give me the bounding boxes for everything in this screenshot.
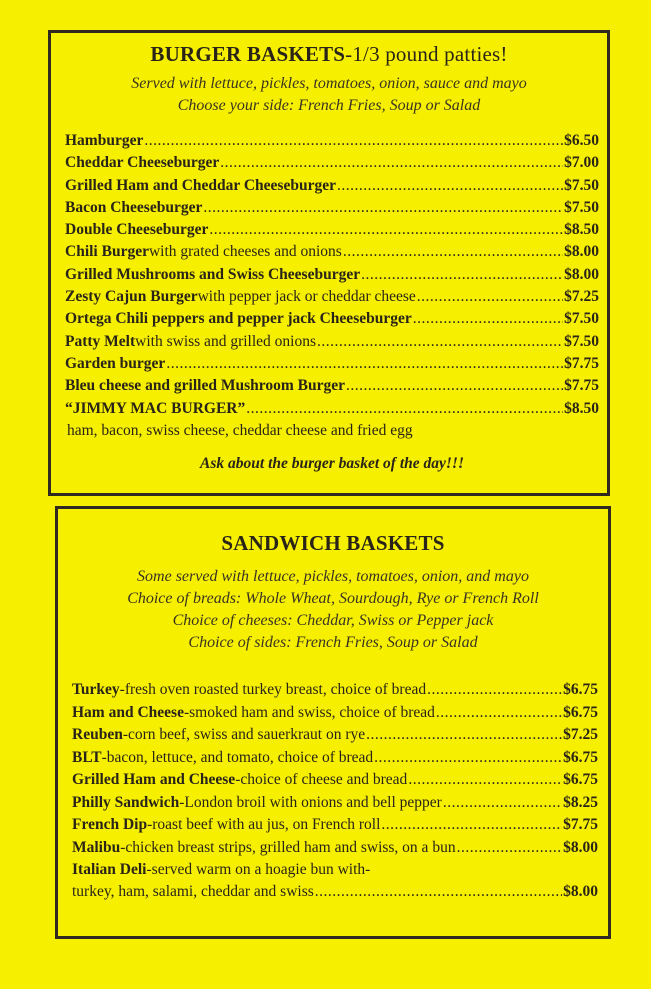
dot-leader <box>315 883 562 901</box>
sandwich-intro-line: Choice of breads: Whole Wheat, Sourdough, Rye or French Roll <box>127 590 539 607</box>
menu-item <box>72 839 598 862</box>
menu-item-name: Cheddar Cheeseburger <box>65 154 220 172</box>
menu-item-name: Patty Melt <box>65 332 136 350</box>
menu-item-name: French Dip <box>72 816 148 833</box>
dot-leader <box>381 816 562 834</box>
menu-item-price: $7.75 <box>564 354 599 372</box>
menu-item <box>65 310 599 332</box>
dot-leader <box>361 266 563 284</box>
burger-intro-line: Choose your side: French Fries, Soup or Salad <box>177 97 481 114</box>
dot-leader <box>427 681 562 699</box>
menu-item-price: $7.50 <box>564 332 599 350</box>
menu-item-name: Malibu <box>72 838 121 856</box>
menu-item-name: Reuben <box>72 726 123 743</box>
burger-menu-list <box>65 132 599 473</box>
menu-item-italian-deli-cont <box>72 883 598 906</box>
sandwich-section-title: SANDWICH BASKETS <box>221 531 445 555</box>
menu-item-price: $7.25 <box>563 726 598 743</box>
dot-leader <box>246 400 563 418</box>
menu-item-description: -corn beef, swiss and sauerkraut on rye <box>122 726 366 743</box>
menu-item-name: Grilled Ham and Cheese <box>72 771 236 788</box>
menu-item-name: Ortega Chili peppers and pepper jack Cheeseburger <box>65 310 412 328</box>
menu-item-name: Philly Sandwich <box>72 793 180 811</box>
menu-item-price: $8.00 <box>564 265 599 283</box>
menu-item <box>65 221 599 243</box>
menu-item <box>65 400 599 422</box>
menu-item-price: $8.00 <box>563 838 598 856</box>
sandwich-intro <box>58 566 608 654</box>
dot-leader <box>209 221 563 239</box>
menu-item-price: $7.50 <box>564 176 599 194</box>
dot-leader <box>366 726 562 744</box>
menu-item-price: $7.75 <box>563 816 598 833</box>
menu-item-description: -roast beef with au jus, on French roll <box>147 816 381 833</box>
menu-item <box>65 333 599 355</box>
burger-section-title <box>51 42 607 67</box>
menu-item <box>72 726 598 749</box>
menu-item <box>65 377 599 399</box>
burger-of-the-day-note: Ask about the burger basket of the day!!! <box>200 454 464 472</box>
menu-item-name: Grilled Mushrooms and Swiss Cheeseburger <box>65 265 361 283</box>
menu-item-name: Hamburger <box>65 132 144 149</box>
menu-item-description: -choice of cheese and bread <box>235 771 408 788</box>
menu-item-description: -smoked ham and swiss, choice of bread <box>183 703 435 721</box>
menu-item-name: Ham and Cheese <box>72 703 184 721</box>
menu-item-price: $6.75 <box>563 771 598 788</box>
menu-item-name: Italian Deli <box>72 861 147 878</box>
menu-item-name: Turkey <box>72 681 120 698</box>
menu-item-description: -London broil with onions and bell pepper <box>179 793 442 811</box>
menu-item-italian-deli <box>72 861 598 883</box>
menu-item-price: $8.00 <box>563 883 598 900</box>
burger-intro <box>51 73 607 117</box>
menu-item-description: -served warm on a hoagie bun with- <box>146 861 371 878</box>
burger-subtitle: -1/3 pound patties! <box>345 42 508 66</box>
burger-title: BURGER BASKETS <box>150 42 346 66</box>
dot-leader <box>346 377 563 395</box>
menu-item-name: Chili Burger <box>65 243 149 261</box>
dot-leader <box>436 704 562 722</box>
dot-leader <box>457 839 563 857</box>
sandwich-intro-line: Some served with lettuce, pickles, tomatoes, onion, and mayo <box>137 568 529 585</box>
sandwich-baskets-section <box>55 506 611 939</box>
menu-item <box>72 749 598 772</box>
dot-leader <box>343 243 563 261</box>
menu-item-price: $8.25 <box>563 793 598 811</box>
menu-item-price: $7.00 <box>564 154 599 172</box>
dot-leader <box>317 333 563 351</box>
dot-leader <box>220 154 563 172</box>
menu-item-price: $7.75 <box>564 377 599 395</box>
dot-leader <box>203 199 563 217</box>
menu-item-name: Bacon Cheeseburger <box>65 198 203 216</box>
menu-item-name: Double Cheeseburger <box>65 221 209 239</box>
menu-item-description: with grated cheeses and onions <box>148 243 342 261</box>
menu-item-price: $7.50 <box>564 310 599 328</box>
dot-leader <box>443 794 562 812</box>
menu-item <box>65 199 599 221</box>
menu-item-name: Bleu cheese and grilled Mushroom Burger <box>65 377 345 395</box>
menu-item <box>72 794 598 817</box>
menu-item-price: $6.75 <box>563 703 598 721</box>
menu-item-name: “JIMMY MAC BURGER” <box>65 399 246 417</box>
menu-item <box>72 816 598 839</box>
menu-item <box>65 355 599 377</box>
menu-item-price: $7.50 <box>564 198 599 216</box>
dot-leader <box>417 288 563 306</box>
menu-item <box>65 177 599 199</box>
menu-item-description: -chicken breast strips, grilled ham and swiss, on a bun <box>120 838 456 856</box>
menu-item <box>65 132 599 154</box>
dot-leader <box>144 132 563 150</box>
menu-item <box>65 266 599 288</box>
dot-leader <box>413 310 563 328</box>
menu-item-description: with swiss and grilled onions <box>135 332 316 350</box>
menu-item <box>72 771 598 794</box>
sandwich-menu-list <box>72 681 598 906</box>
menu-item-price: $6.75 <box>563 681 598 698</box>
menu-item-name: Grilled Ham and Cheddar Cheeseburger <box>65 176 336 194</box>
menu-item-price: $6.50 <box>564 132 599 149</box>
sandwich-intro-line: Choice of cheeses: Cheddar, Swiss or Pepper jack <box>172 612 494 629</box>
menu-item-price: $8.00 <box>564 243 599 261</box>
burger-baskets-section <box>48 30 610 496</box>
menu-item-description: -fresh oven roasted turkey breast, choice of bread <box>119 681 427 698</box>
menu-item-description: with pepper jack or cheddar cheese <box>197 288 416 306</box>
menu-item <box>65 154 599 176</box>
menu-item <box>65 243 599 265</box>
menu-item-description: turkey, ham, salami, cheddar and swiss <box>72 883 314 900</box>
menu-item <box>72 704 598 727</box>
dot-leader <box>166 355 563 373</box>
menu-item-price: $8.50 <box>564 399 599 417</box>
sandwich-intro-line: Choice of sides: French Fries, Soup or Salad <box>188 634 478 651</box>
dot-leader <box>408 771 562 789</box>
menu-item-price: $8.50 <box>564 221 599 239</box>
burger-intro-line: Served with lettuce, pickles, tomatoes, onion, sauce and mayo <box>131 75 527 92</box>
menu-item-name: Zesty Cajun Burger <box>65 288 198 306</box>
dot-leader <box>374 749 562 767</box>
dot-leader <box>337 177 563 195</box>
jimmy-mac-description: ham, bacon, swiss cheese, cheddar cheese and fried egg <box>67 421 413 439</box>
menu-item-name: Garden burger <box>65 354 166 372</box>
menu-item-price: $6.75 <box>563 748 598 766</box>
menu-item <box>65 288 599 310</box>
menu-item-name: BLT <box>72 748 102 766</box>
menu-item-price: $7.25 <box>564 288 599 306</box>
menu-item <box>72 681 598 704</box>
menu-item-description: -bacon, lettuce, and tomato, choice of bread <box>101 748 374 766</box>
